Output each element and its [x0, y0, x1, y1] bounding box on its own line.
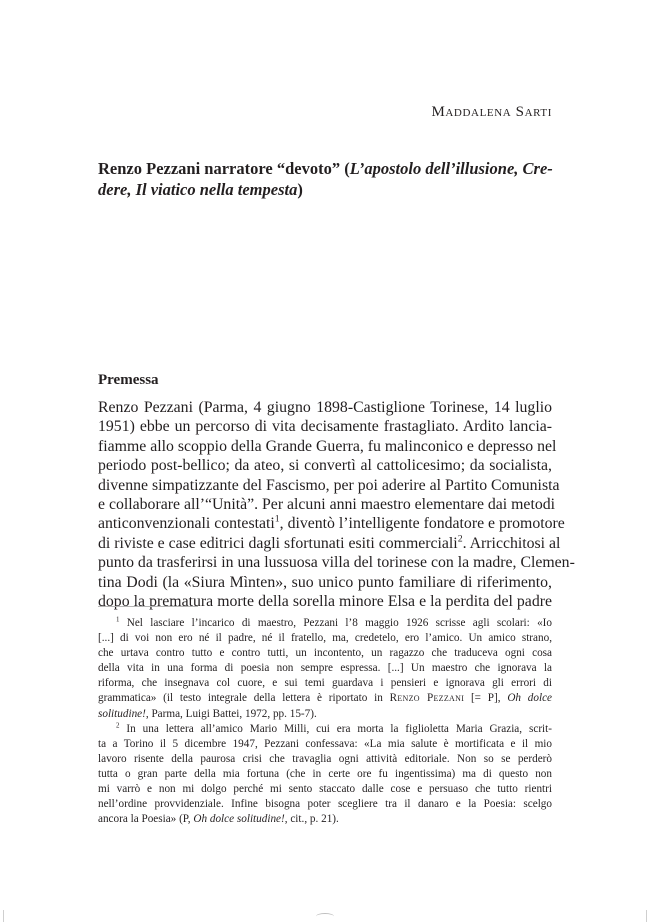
footnote-text: ancora la Poesia» (P, [98, 813, 194, 826]
body-line: punto da trasferirsi in una lussuosa villa del torinese con la madre, Clemen- [98, 554, 575, 572]
footnote-number: 1 [116, 615, 120, 624]
section-heading: Premessa [98, 372, 159, 388]
cited-work: solitudine! [98, 707, 146, 720]
footnote-1 [98, 616, 552, 722]
footnotes [98, 616, 552, 827]
title-close: ) [297, 180, 303, 199]
footnote-ref-1[interactable]: 1 [274, 514, 280, 526]
footnote-2 [98, 722, 552, 828]
body-line: tina Dodi (la «Siura Mìnten», suo unico punto familiare di riferimento, [98, 573, 552, 591]
body-line [98, 533, 561, 553]
body-line: 1951) ebbe un percorso di vita decisamente frastagliato. Ardito lancia- [98, 418, 552, 436]
footnote-line [98, 812, 552, 827]
body-text-segment: , diventò l’intelligente fondatore e promotore [279, 515, 565, 533]
body-line: dopo la prematura morte della sorella minore Elsa e la perdita del padre [98, 593, 552, 611]
footnote-line [98, 707, 552, 722]
body-text-segment: . Arricchitosi al [462, 534, 561, 552]
footnote-line: mi varrò e non mi dolgo perché mi sento staccato dalle cose e persuaso che tutto rientri [98, 783, 552, 796]
footnote-line: della vita in una forma di poesia non sempre espressa. [...] Un maestro che ignorava la [98, 662, 552, 675]
footnote-line: tutta o gran parte della mia fortuna (che in certe ore fu ingentissima) ma di questo non [98, 767, 552, 780]
title-text: Renzo Pezzani narratore “devoto” ( [98, 159, 350, 178]
body-text [98, 398, 575, 611]
cited-author: Renzo Pezzani [389, 692, 465, 705]
footnote-text: [= P], [464, 692, 508, 705]
running-author: Maddalena Sarti [431, 104, 552, 120]
footnote-line: riforma, che insegnava col cuore, e sui temi guardava i pensieri e ignorava gli errori di [98, 677, 552, 690]
body-line: e collaborare all’“Unità”. Per alcuni anni maestro elementare dai metodi [98, 496, 556, 514]
footnote-line: che urtava contro tutto e contro tutti, un incontento, un ragazzo che traduceva ogni cosa [98, 647, 552, 660]
footnote-line: [...] di voi non ero né il padre, né il fratello, ma, credetelo, ero l’amico. Un amico strano, [98, 632, 552, 645]
footnote-ref-2[interactable]: 2 [457, 533, 463, 545]
body-line: Renzo Pezzani (Parma, 4 giugno 1898-Castiglione Torinese, 14 luglio [98, 399, 552, 416]
body-line: divenne simpatizzante del Fascismo, per poi aderire al Partito Comunista [98, 476, 560, 494]
cited-work: Oh dolce [507, 692, 553, 705]
footnote-separator [98, 606, 198, 607]
body-line: fiamme allo scoppio della Grande Guerra, fu malinconico e depresso nel [98, 437, 557, 455]
footnote-line [98, 722, 552, 737]
bottom-ornament [316, 913, 334, 920]
body-line [98, 514, 565, 533]
footnote-text: In una lettera all’amico Mario Milli, cui era morta la figlioletta Maria Grazia, scrit- [126, 722, 552, 735]
crop-mark [646, 910, 647, 922]
body-text-segment: anticonvenzionali contestati [98, 515, 275, 533]
footnote-text: , Parma, Luigi Battei, 1972, pp. 15-7). [145, 707, 317, 720]
footnote-line: nell’ordine provvidenziale. Infine bisogna poter scegliere tra il danaro e la Poesia: scelgo [98, 798, 552, 811]
footnote-line [98, 616, 552, 631]
body-text-segment: di riviste e case editrici dagli sfortunati esiti commerciali [98, 534, 458, 552]
body-line: periodo post-bellico; da ateo, si convertì al cattolicesimo; da socialista, [98, 457, 552, 475]
footnote-line: ta a Torino il 5 dicembre 1947, Pezzani confessava: «La mia salute è mortificata e il mio [98, 737, 552, 750]
cited-work: Oh dolce solitudine! [193, 813, 285, 826]
crop-mark [3, 910, 4, 922]
footnote-text: , cit., p. 21). [284, 813, 339, 826]
footnote-text: grammatica» (il testo integrale della lettera è riportato in [98, 692, 390, 705]
footnote-number: 2 [116, 720, 120, 729]
footnote-text: Nel lasciare l’incarico di maestro, Pezzani l’8 maggio 1926 scrisse agli scolari: «Io [126, 617, 552, 629]
title-italic-works: L’apostolo dell’illusione, Cre- [349, 159, 553, 178]
article-title [98, 158, 553, 200]
footnote-line: lavoro risente della paurosa crisi che travaglia ogni attività editoriale. Non so se perderò [98, 752, 552, 765]
footnote-line [98, 691, 552, 706]
title-italic-works-cont: dere, Il viatico nella tempesta [98, 180, 298, 199]
